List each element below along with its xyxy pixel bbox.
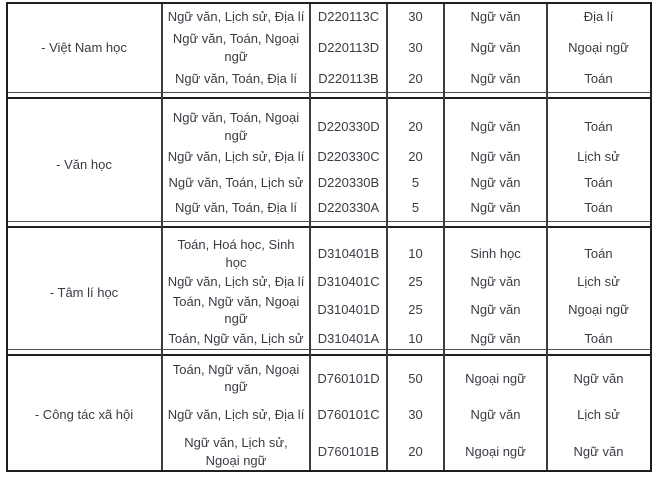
combination-cell: Ngữ văn, Lịch sử, Ngoại ngữ [184, 435, 288, 468]
table-left-border [6, 4, 8, 470]
program-name-cell: - Văn học [56, 157, 112, 173]
main-subject-cell: Ngữ văn [470, 40, 521, 56]
tiebreak-subject-cell: Toán [584, 330, 613, 346]
tiebreak-subject-cell: Ngữ văn [573, 443, 624, 459]
main-subject-cell: Ngữ văn [470, 174, 521, 190]
admissions-table [6, 2, 652, 472]
main-subject-cell: Ngữ văn [470, 330, 521, 346]
main-subject-cell: Ngữ văn [470, 149, 521, 165]
main-subject-cell: Ngữ văn [470, 407, 521, 423]
program-name-cell: - Công tác xã hội [34, 407, 134, 423]
combination-cell: Ngữ văn, Toán, Địa lí [175, 71, 297, 86]
code-cell: D220330D [317, 118, 380, 134]
quota-cell: 10 [408, 245, 423, 261]
combination-cell: Toán, Ngữ văn, Ngoại ngữ [172, 361, 300, 395]
quota-cell: 20 [408, 118, 423, 134]
code-cell: D220330A [317, 200, 380, 216]
combination-cell: Ngữ văn, Toán, Lịch sử [168, 174, 304, 190]
quota-cell: 10 [408, 330, 423, 346]
main-subject-cell: Ngữ văn [470, 302, 521, 318]
column-border-program-combination [161, 4, 163, 470]
combination-cell: Ngữ văn, Lịch sử, Địa lí [167, 407, 305, 423]
column-border-combination-code [309, 4, 311, 470]
quota-cell: 25 [408, 274, 423, 290]
column-border-quota-main [443, 4, 445, 470]
tiebreak-subject-cell: Toán [584, 71, 613, 86]
main-subject-cell: Ngữ văn [470, 118, 521, 134]
quota-cell: 20 [408, 71, 423, 86]
quota-cell: 5 [411, 200, 420, 216]
column-border-main-tiebreak [546, 4, 548, 470]
code-cell: D310401D [317, 302, 380, 318]
combination-cell: Toán, Ngữ văn, Ngoại ngữ [172, 293, 300, 327]
code-cell: D310401A [317, 330, 380, 346]
program-group [6, 228, 652, 349]
quota-cell: 50 [408, 370, 423, 386]
quota-cell: 25 [408, 302, 423, 318]
group-separator-line [6, 349, 652, 356]
quota-cell: 30 [408, 9, 423, 25]
code-cell: D760101B [317, 443, 380, 459]
code-cell: D760101C [317, 407, 380, 423]
code-cell: D220113C [317, 9, 380, 25]
code-cell: D220113D [317, 40, 380, 56]
tiebreak-subject-cell: Địa lí [583, 9, 614, 25]
group-separator-line [6, 221, 652, 228]
quota-cell: 30 [408, 407, 423, 423]
tiebreak-subject-cell: Lịch sử [577, 274, 620, 290]
quota-cell: 30 [408, 40, 423, 56]
main-subject-cell: Ngữ văn [470, 274, 521, 290]
quota-cell: 20 [408, 149, 423, 165]
combination-cell: Toán, Hoá học, Sinh học [177, 237, 295, 270]
combination-cell: Toán, Ngữ văn, Lịch sử [168, 330, 304, 346]
tiebreak-subject-cell: Ngữ văn [573, 370, 624, 386]
program-group [6, 4, 652, 92]
tiebreak-subject-cell: Toán [584, 200, 613, 216]
main-subject-cell: Ngoại ngữ [465, 370, 526, 386]
main-subject-cell: Ngữ văn [470, 200, 521, 216]
main-subject-cell: Ngữ văn [470, 71, 521, 86]
code-cell: D310401C [317, 274, 380, 290]
code-cell: D220113B [318, 71, 379, 86]
code-cell: D220330C [317, 149, 380, 165]
combination-cell: Ngữ văn, Toán, Địa lí [175, 200, 297, 216]
tiebreak-subject-cell: Toán [584, 245, 613, 261]
combination-cell: Ngữ văn, Lịch sử, Địa lí [167, 149, 305, 165]
table-right-border [650, 4, 652, 470]
tiebreak-subject-cell: Toán [584, 174, 613, 190]
combination-cell: Ngữ văn, Lịch sử, Địa lí [167, 274, 305, 290]
tiebreak-subject-cell: Ngoại ngữ [568, 40, 629, 56]
code-cell: D220330B [317, 174, 380, 190]
quota-cell: 20 [408, 443, 423, 459]
combination-cell: Ngữ văn, Lịch sử, Địa lí [167, 9, 305, 25]
combination-cell: Ngữ văn, Toán, Ngoại ngữ [172, 110, 300, 143]
program-name-cell: - Tâm lí học [49, 284, 119, 300]
tiebreak-subject-cell: Toán [584, 118, 613, 134]
main-subject-cell: Ngoại ngữ [465, 443, 526, 459]
program-name-cell: - Việt Nam học [41, 40, 127, 56]
tiebreak-subject-cell: Lịch sử [577, 407, 620, 423]
code-cell: D310401B [317, 245, 380, 261]
table-body [6, 4, 652, 470]
main-subject-cell: Sinh học [470, 245, 521, 261]
combination-cell: Ngữ văn, Toán, Ngoại ngữ [172, 31, 300, 64]
program-group [6, 99, 652, 221]
column-border-code-quota [386, 4, 388, 470]
tiebreak-subject-cell: Lịch sử [577, 149, 620, 165]
code-cell: D760101D [317, 370, 380, 386]
group-separator-line [6, 92, 652, 99]
tiebreak-subject-cell: Ngoại ngữ [568, 302, 629, 318]
main-subject-cell: Ngữ văn [470, 9, 521, 25]
program-group [6, 356, 652, 470]
quota-cell: 5 [411, 174, 420, 190]
